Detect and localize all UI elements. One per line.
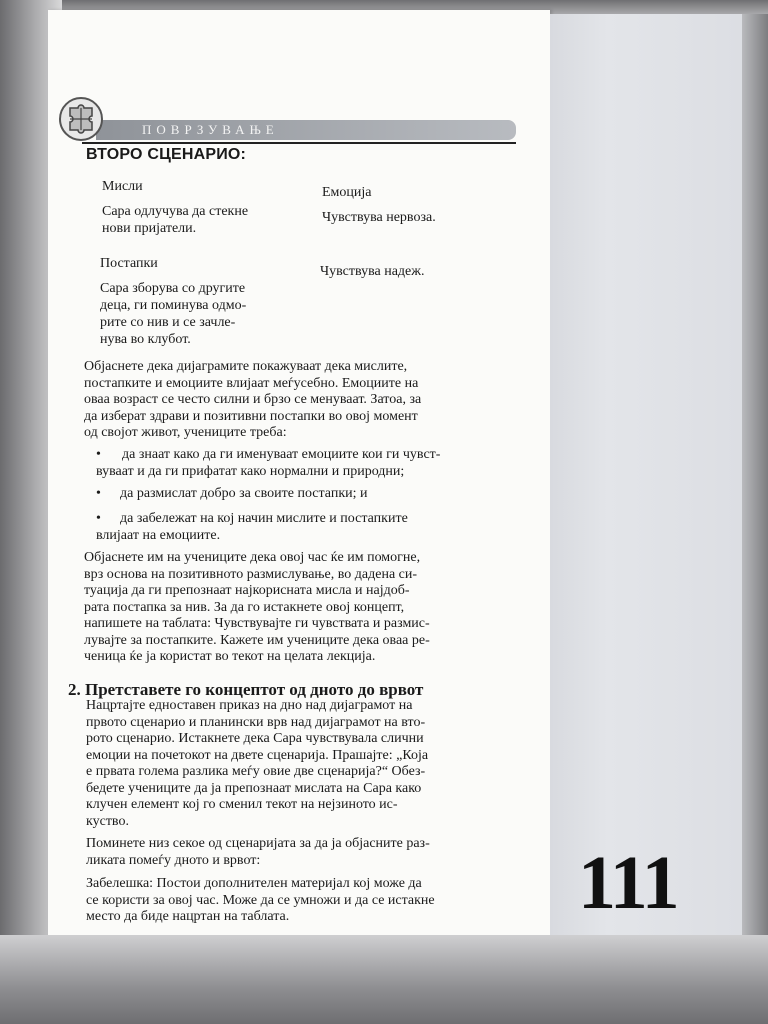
paragraph-walkthrough: Поминете низ секое од сценаријата за да ја објасните раз- ликата помеѓу дното и врвот: <box>86 836 430 868</box>
bullet-icon: • <box>96 511 101 526</box>
bullet-item: • да забележат на кој начин мислите и постапките влијаат на емоциите. <box>96 511 408 543</box>
bullet-item: • да размислат добро за своите постапки; и <box>96 486 368 501</box>
actions-label: Постапки <box>100 256 158 271</box>
emotion-text-2: Чувствува надеж. <box>320 264 425 279</box>
section-banner-label: ПОВРЗУВАЊЕ <box>142 122 279 137</box>
actions-text: Сара зборува со другите деца, ги поминува одмо- рите со нив и се зачле- нува во клубот. <box>100 281 247 347</box>
paragraph-draw: Нацртајте едноставен приказ на дно над дијаграмот на првото сценарио и планински врв над дијаграмот на вто- рото сценарио. Истакнете дека Сара чувствувала слични емоции на почетокот на двете сценарија. Прашајте: „Која е првата голема разлика меѓу овие две сценарија?“ Обез- бедете учениците да ја препознаат мислата на Сара како клучен елемент кој го сменил текот на нејзиното ис- куство. <box>86 698 429 829</box>
paragraph-intro: Објаснете дека дијаграмите покажуваат дека мислите, постапките и емоциите влијаат меѓусебно. Емоциите на оваа возраст се често силни и брзо се менуваат. Затоа, за да изберат здрави и позитивни постапки во овој момент од својот живот, учениците треба: <box>84 359 422 440</box>
page-margin-strip <box>550 14 742 949</box>
page-edge-right <box>742 14 768 949</box>
thoughts-text: Сара одлучува да стекне нови пријатели. <box>102 204 249 236</box>
emotion-label: Емоција <box>322 185 372 200</box>
thoughts-label: Мисли <box>102 179 143 194</box>
page-number: 111 <box>578 841 678 925</box>
puzzle-icon <box>58 96 104 142</box>
emotion-text-1: Чувствува нервоза. <box>322 210 436 225</box>
paragraph-explain: Објаснете им на учениците дека овој час ќе им помогне, врз основа на позитивното размислување, во дадена си- туација да ги препознаат најкорисната мисла и најдоб- рата постапка за нив. За да го истакнете овој концепт, напишете на таблата: Чувствувајте ги чувствата и размис- лувајте за постапките. Кажете им учениците дека оваа ре- ченица ќе ја користат во текот на целата лекција. <box>84 550 430 664</box>
section-heading: ВТОРО СЦЕНАРИО: <box>86 146 247 163</box>
bullet-item: • да знаат како да ги именуваат емоциите кои ги чувст- вуваат и да ги прифатат како нормални и природни; <box>96 447 441 479</box>
bullet-icon: • <box>96 486 101 501</box>
heading-rule <box>82 142 516 144</box>
bullet-icon: • <box>96 447 101 462</box>
section-banner <box>96 120 516 140</box>
scan-shadow-bottom <box>0 935 768 1024</box>
subheading-concept: 2. Претставете го концептот од дното до врвот <box>68 680 424 699</box>
paragraph-note: Забелешка: Постои дополнителен материјал кој може да се користи за овој час. Може да се умножи и да се истакне место да биде нацртан на таблата. <box>86 876 435 924</box>
